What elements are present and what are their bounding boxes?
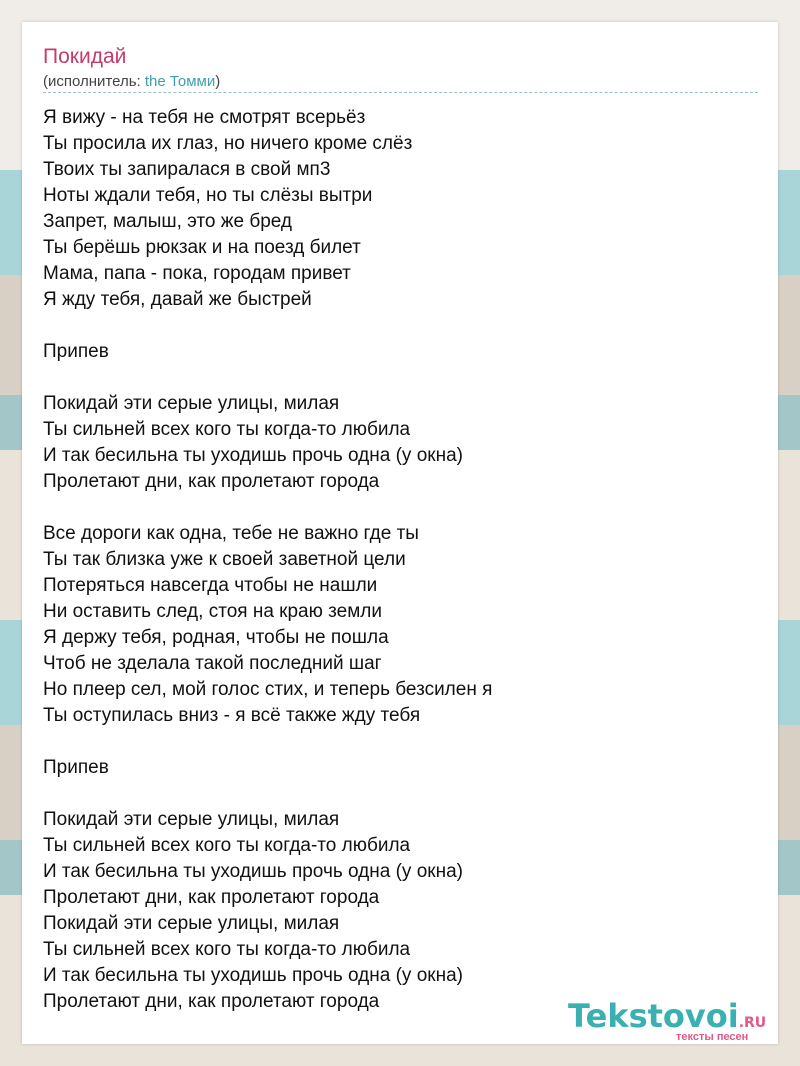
logo-tagline: тексты песен <box>676 1031 749 1043</box>
lyric-line: Запрет, малыш, это же бред <box>43 211 293 232</box>
lyric-line: Я держу тебя, родная, чтобы не пошла <box>43 627 389 648</box>
chorus-label: Припев <box>43 757 109 778</box>
lyric-line: Ни оставить след, стоя на краю земли <box>43 601 382 622</box>
lyric-line: И так бесильна ты уходишь прочь одна (у окна) <box>43 861 463 882</box>
lyric-line: Я жду тебя, давай же быстрей <box>43 289 312 310</box>
blank-line <box>43 313 758 339</box>
lyric-line: Покидай эти серые улицы, милая <box>43 393 340 414</box>
lyric-line: Твоих ты запиралася в свой мп3 <box>43 159 331 180</box>
song-title: Покидай <box>43 45 127 68</box>
blank-line <box>43 781 758 807</box>
lyric-line: Пролетают дни, как пролетают города <box>43 471 380 492</box>
performer-suffix: ) <box>215 73 221 90</box>
lyric-line: Пролетают дни, как пролетают города <box>43 991 380 1012</box>
site-logo[interactable] <box>568 998 773 1048</box>
lyric-line: Ты сильней всех кого ты когда-то любила <box>43 419 411 440</box>
lyric-line: И так бесильна ты уходишь прочь одна (у окна) <box>43 965 463 986</box>
dashed-divider <box>43 92 758 93</box>
lyric-line: Ты сильней всех кого ты когда-то любила <box>43 835 411 856</box>
lyric-line: Потеряться навсегда чтобы не нашли <box>43 575 378 596</box>
logo-name: Tekstovoi <box>568 997 739 1035</box>
chorus-label: Припев <box>43 341 109 362</box>
performer-line <box>43 73 220 91</box>
lyric-line: Все дороги как одна, тебе не важно где ты <box>43 523 419 544</box>
lyric-line: Ты берёшь рюкзак и на поезд билет <box>43 237 361 258</box>
lyric-line: Ты оступилась вниз - я всё также жду тебя <box>43 705 421 726</box>
performer-link[interactable]: the Томми <box>144 73 216 90</box>
logo-tld: .RU <box>738 1015 767 1031</box>
lyric-line: Покидай эти серые улицы, милая <box>43 913 340 934</box>
lyric-line: Но плеер сел, мой голос стих, и теперь безсилен я <box>43 679 493 700</box>
performer-prefix: (исполнитель: <box>43 73 145 90</box>
lyric-line: Я вижу - на тебя не смотрят всерьёз <box>43 107 366 128</box>
lyrics-body <box>43 105 758 1015</box>
lyric-line: Ты просила их глаз, но ничего кроме слёз <box>43 133 413 154</box>
blank-line <box>43 495 758 521</box>
blank-line <box>43 729 758 755</box>
lyrics-card <box>22 22 778 1044</box>
lyric-line: Чтоб не зделала такой последний шаг <box>43 653 382 674</box>
lyric-line: Ты так близка уже к своей заветной цели <box>43 549 406 570</box>
lyric-line: Ты сильней всех кого ты когда-то любила <box>43 939 411 960</box>
lyric-line: Мама, папа - пока, городам привет <box>43 263 351 284</box>
lyric-line: Пролетают дни, как пролетают города <box>43 887 380 908</box>
lyric-line: И так бесильна ты уходишь прочь одна (у окна) <box>43 445 463 466</box>
blank-line <box>43 365 758 391</box>
lyric-line: Покидай эти серые улицы, милая <box>43 809 340 830</box>
lyric-line: Ноты ждали тебя, но ты слёзы вытри <box>43 185 373 206</box>
